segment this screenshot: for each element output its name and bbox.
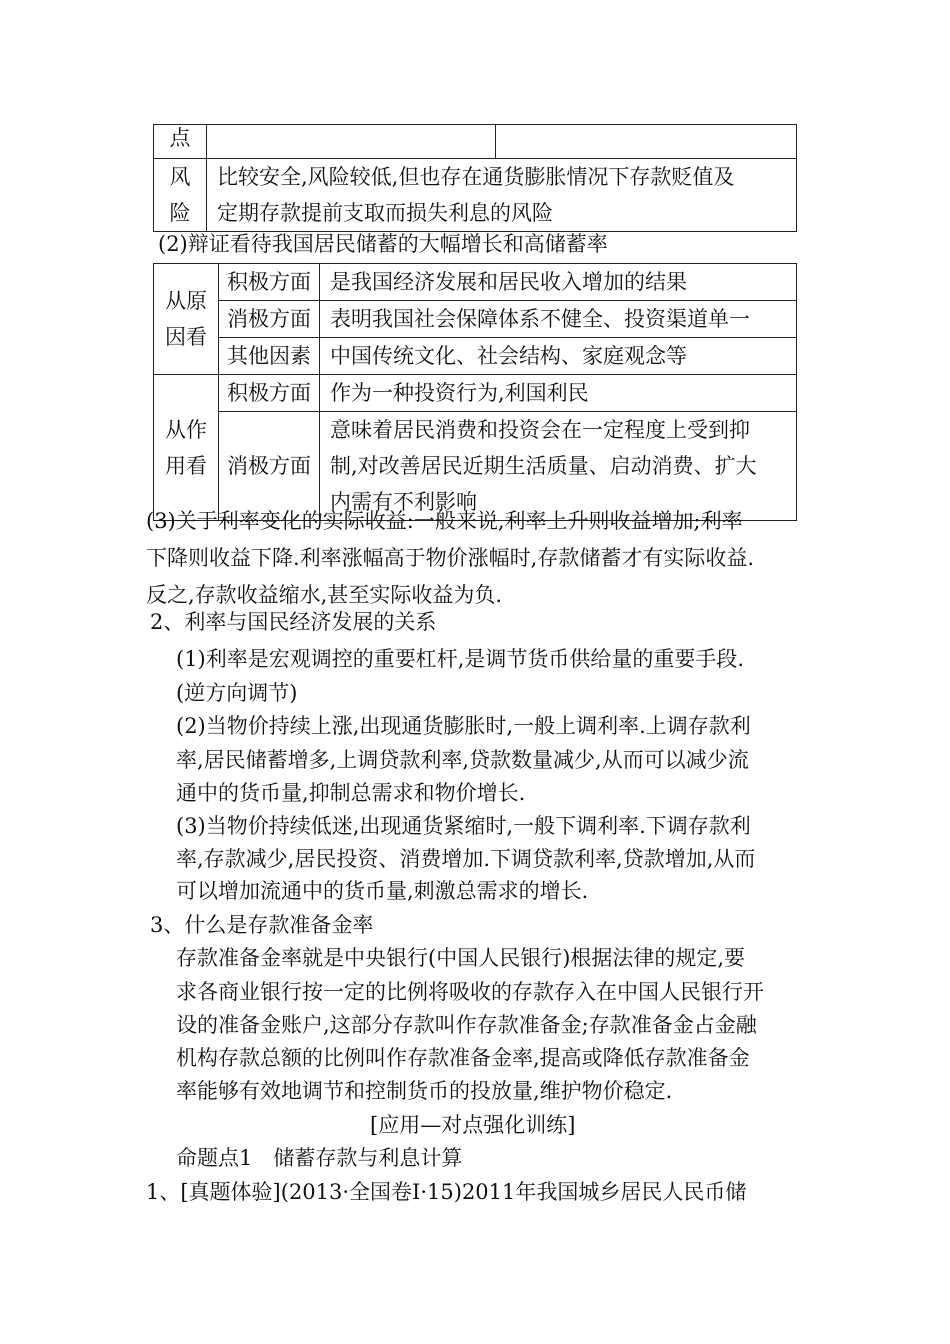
sub2-line: (2)当物价持续上涨,出现通货膨胀时,一般上调利率.上调存款利 xyxy=(176,714,751,738)
group-label-effect: 从作 用看 xyxy=(154,375,219,521)
reserve-line: 存款准备金率就是中央银行(中国人民银行)根据法律的规定,要 xyxy=(176,946,746,970)
topic-point: 命题点1 储蓄存款与利息计算 xyxy=(176,1146,463,1170)
question-1: 1、[真题体验](2013·全国卷Ⅰ·15)2011年我国城乡居民人民币储 xyxy=(146,1180,747,1204)
aspect-cell: 积极方面 xyxy=(219,264,320,301)
para3-line: (3)关于利率变化的实际收益:一般来说,利率上升则收益增加;利率 xyxy=(146,509,743,533)
content-cell: 是我国经济发展和居民收入增加的结果 xyxy=(320,264,797,301)
row-label-risk: 风 险 xyxy=(154,159,207,232)
para3-line: 反之,存款收益缩水,甚至实际收益为负. xyxy=(146,583,503,607)
section-2-heading: (2)辩证看待我国居民储蓄的大幅增长和高储蓄率 xyxy=(158,232,608,256)
heading-3: 3、什么是存款准备金率 xyxy=(150,913,374,937)
sub3-line: 可以增加流通中的货币量,刺激总需求的增长. xyxy=(176,879,589,903)
sub3-line: 率,存款减少,居民投资、消费增加.下调贷款利率,贷款增加,从而 xyxy=(176,847,756,871)
aspect-cell: 消极方面 xyxy=(219,412,320,521)
aspect-cell: 积极方面 xyxy=(219,375,320,412)
reserve-line: 机构存款总额的比例叫作存款准备金率,提高或降低存款准备金 xyxy=(176,1046,750,1070)
group-label-cause: 从原 因看 xyxy=(154,264,219,375)
risk-description: 比较安全,风险较低,但也存在通货膨胀情况下存款贬值及 定期存款提前支取而损失利息的风险 xyxy=(207,159,797,232)
aspect-cell: 其他因素 xyxy=(219,338,320,375)
content-cell: 表明我国社会保障体系不健全、投资渠道单一 xyxy=(320,301,797,338)
reserve-line: 设的准备金账户,这部分存款叫作存款准备金;存款准备金占金融 xyxy=(176,1013,757,1037)
content-cell: 意味着居民消费和投资会在一定程度上受到抑 制,对改善居民近期生活质量、启动消费、扩大 内需有不利影响 xyxy=(320,412,797,521)
sub1-line: (1)利率是宏观调控的重要杠杆,是调节货币供给量的重要手段. xyxy=(176,647,745,671)
content-cell: 中国传统文化、社会结构、家庭观念等 xyxy=(320,338,797,375)
reserve-line: 率能够有效地调节和控制货币的投放量,维护物价稳定. xyxy=(176,1079,673,1103)
training-title: [应用—对点强化训练] xyxy=(370,1113,576,1137)
savings-growth-table xyxy=(153,263,797,521)
aspect-cell: 消极方面 xyxy=(219,301,320,338)
sub1-line: (逆方向调节) xyxy=(176,681,298,705)
savings-risk-table xyxy=(153,124,797,232)
content-cell: 作为一种投资行为,利国利民 xyxy=(320,375,797,412)
cell-empty-a xyxy=(207,125,496,159)
cell-empty-b xyxy=(496,125,797,159)
row-label-dian: 点 xyxy=(154,125,207,159)
para3-line: 下降则收益下降.利率涨幅高于物价涨幅时,存款储蓄才有实际收益. xyxy=(146,546,755,570)
heading-2: 2、利率与国民经济发展的关系 xyxy=(150,610,437,634)
sub3-line: (3)当物价持续低迷,出现通货紧缩时,一般下调利率.下调存款利 xyxy=(176,814,751,838)
sub2-line: 通中的货币量,抑制总需求和物价增长. xyxy=(176,781,526,805)
sub2-line: 率,居民储蓄增多,上调贷款利率,贷款数量减少,从而可以减少流 xyxy=(176,748,749,772)
reserve-line: 求各商业银行按一定的比例将吸收的存款存入在中国人民银行开 xyxy=(176,980,764,1004)
